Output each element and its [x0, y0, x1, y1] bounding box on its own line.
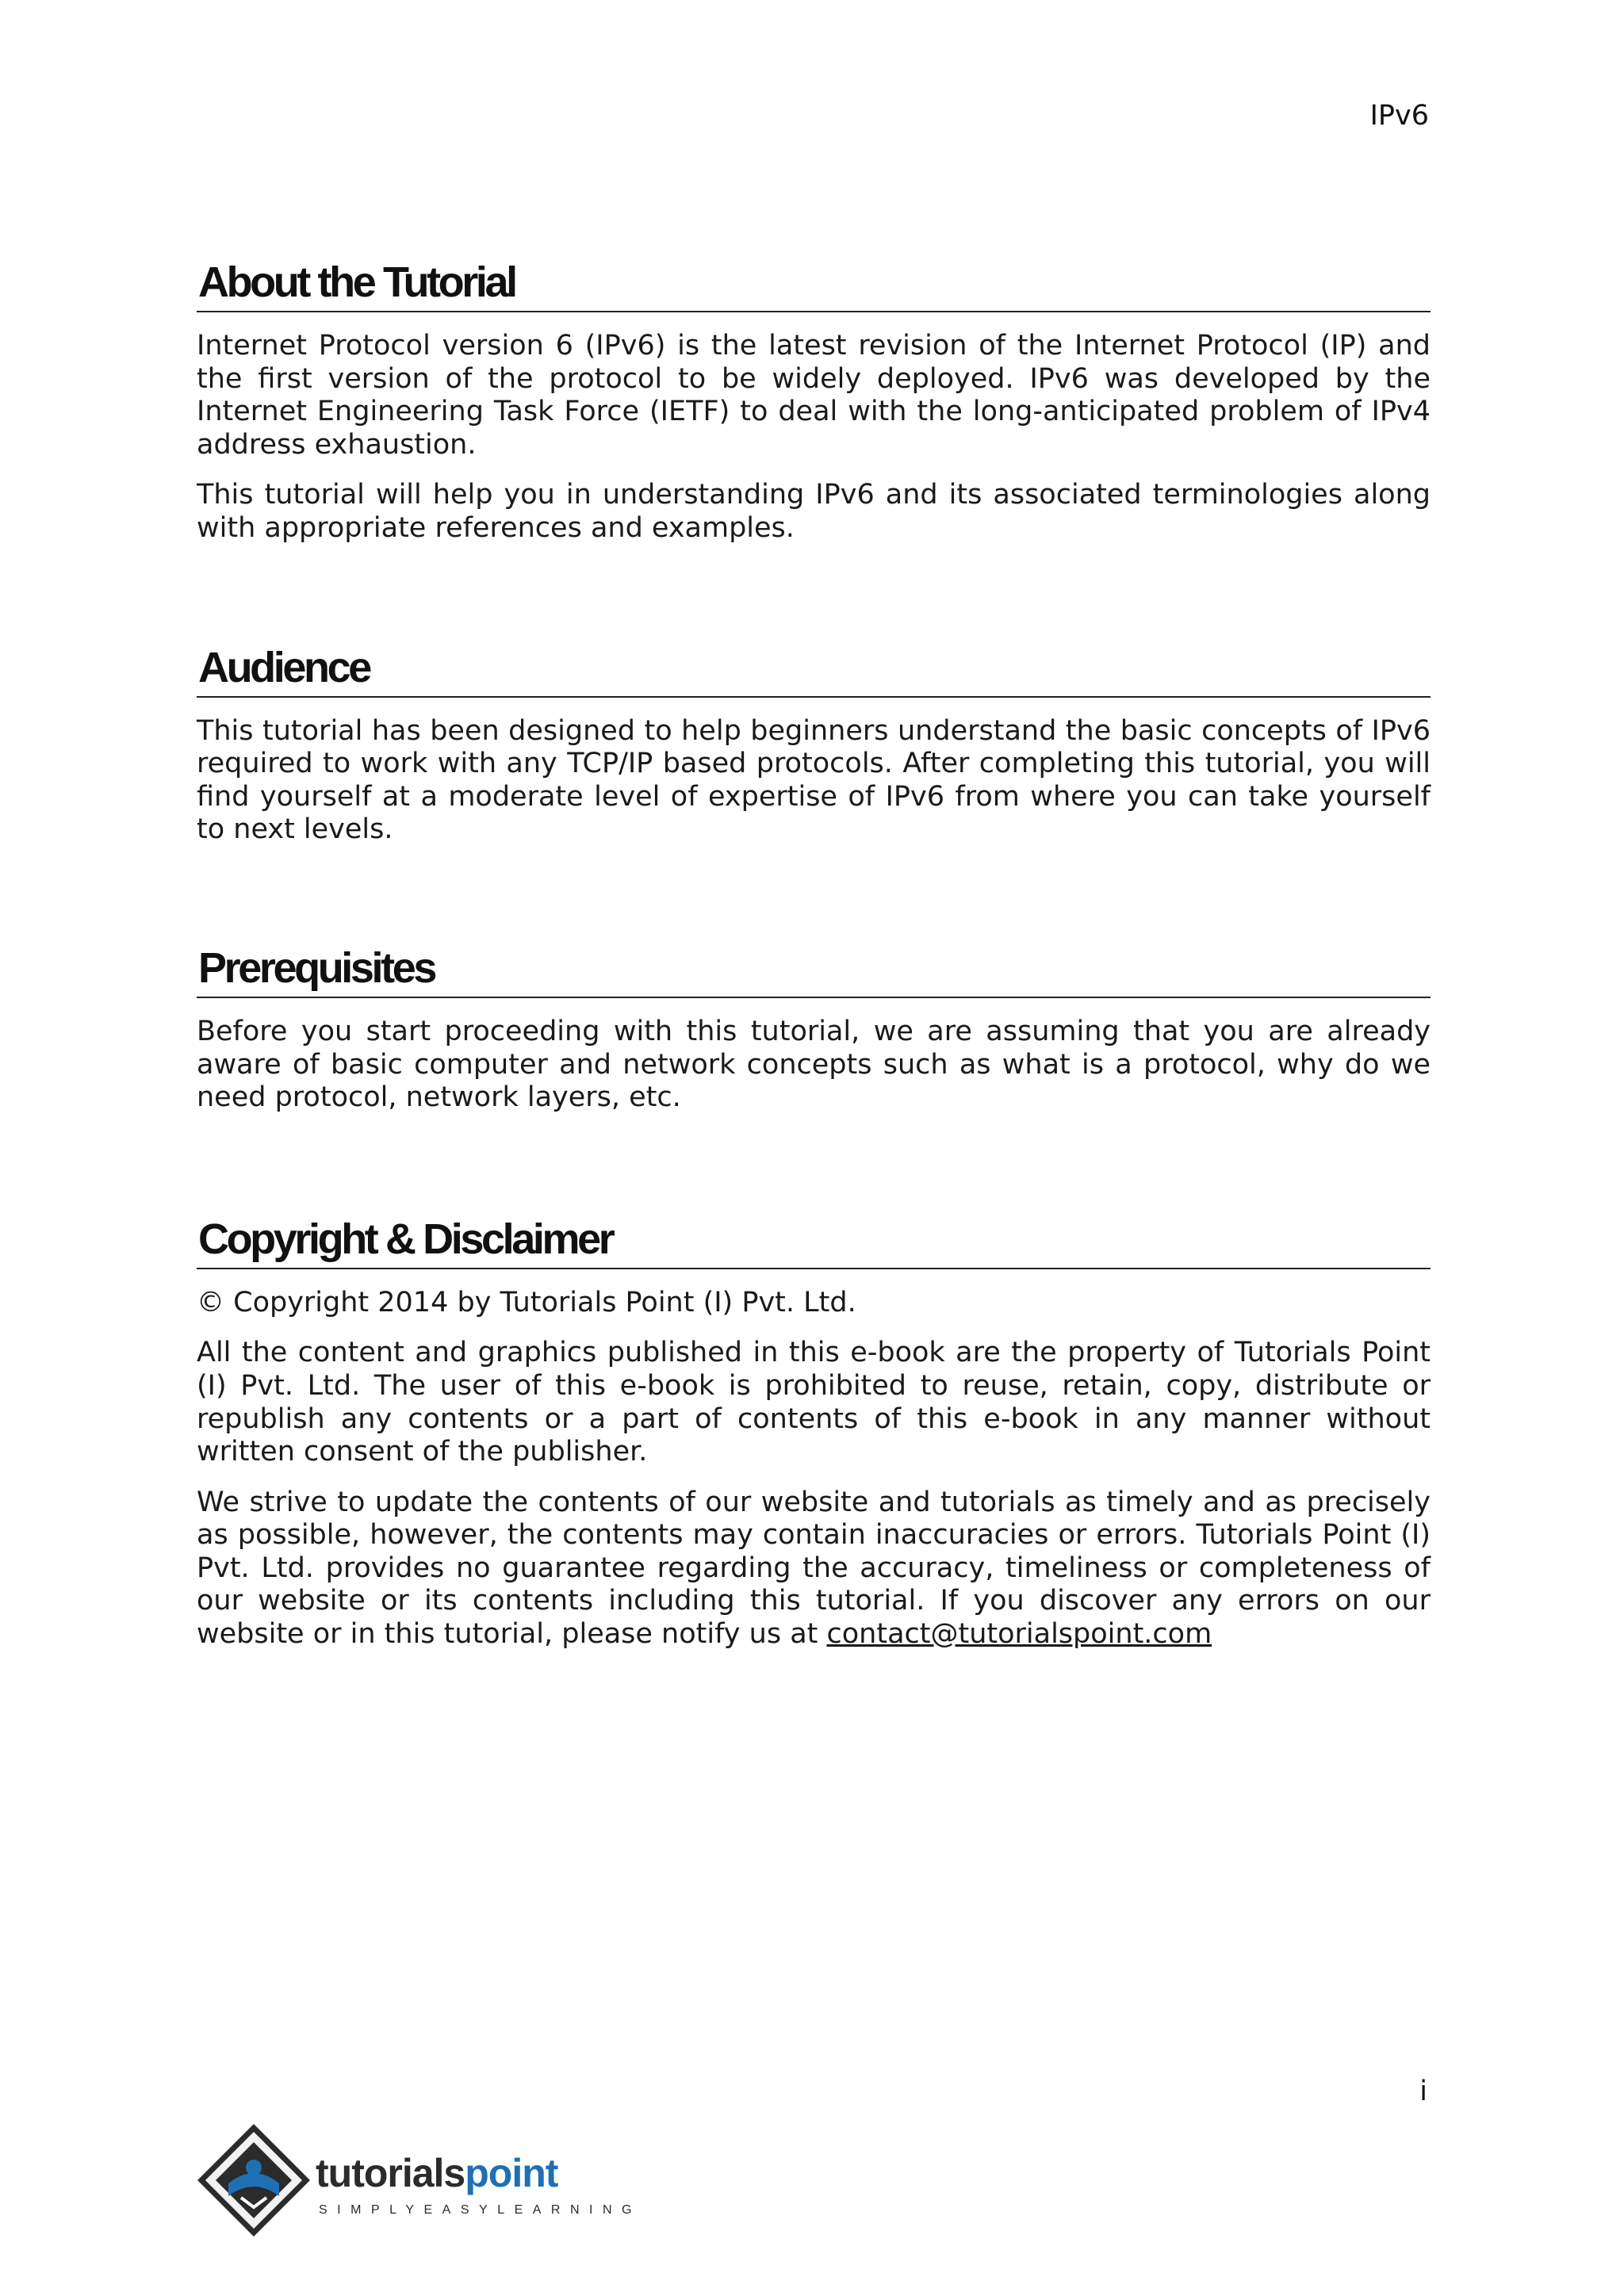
- section-title-prerequisites: Prerequisites: [197, 941, 1431, 998]
- section-title-audience: Audience: [197, 641, 1431, 698]
- section-title-copyright: Copyright & Disclaimer: [197, 1212, 1431, 1269]
- copyright-paragraph-1: All the content and graphics published in this e-book are the property of Tutorials Point (I) Pvt. Ltd. The user of this e-book is prohibited to reuse, retain, copy, distribute or republish any contents or a part of contents of this e-book in any manner without written consent of the publisher.: [197, 1337, 1431, 1468]
- logo-wordmark-part1: tutorials: [316, 2151, 465, 2195]
- copyright-paragraph-2-text: We strive to update the contents of our website and tutorials as timely and as precisely as possible, however, the contents may contain inaccuracies or errors. Tutorials Point (I) Pvt. Ltd. provides no guarantee regarding the accuracy, timeliness or completeness of our website or its contents including this tutorial. If you discover any errors on our website or in this tutorial, please notify us at: [197, 1486, 1431, 1651]
- tutorialspoint-logo: [197, 2125, 642, 2236]
- section-prerequisites: [197, 941, 1431, 1115]
- logo-tagline: SIMPLYEASYLEARNING: [319, 2203, 642, 2217]
- section-title-about: About the Tutorial: [197, 255, 1431, 312]
- copyright-paragraph-2: [197, 1487, 1431, 1651]
- about-paragraph-2: This tutorial will help you in understanding IPv6 and its associated terminologies along with appropriate references and examples.: [197, 479, 1431, 544]
- logo-emblem-icon: [201, 2128, 306, 2233]
- page-number: i: [1419, 2076, 1427, 2107]
- section-copyright: [197, 1212, 1431, 1651]
- page-content: [197, 255, 1431, 1651]
- section-about: [197, 255, 1431, 545]
- logo-wordmark: [316, 2151, 559, 2195]
- section-audience: [197, 641, 1431, 847]
- running-header-title: IPv6: [1369, 100, 1429, 132]
- logo-wordmark-part2: point: [465, 2151, 558, 2195]
- audience-paragraph-1: This tutorial has been designed to help beginners understand the basic concepts of IPv6 required to work with any TCP/IP based protocols. After completing this tutorial, you will find yourself at a moderate level of expertise of IPv6 from where you can take yourself to next levels.: [197, 714, 1431, 846]
- about-paragraph-1: Internet Protocol version 6 (IPv6) is the latest revision of the Internet Protocol (IP) and the first version of the protocol to be widely deployed. IPv6 was developed by the Internet Engineering Task Force (IETF) to deal with the long-anticipated problem of IPv4 address exhaustion.: [197, 330, 1431, 461]
- copyright-notice: © Copyright 2014 by Tutorials Point (I) Pvt. Ltd.: [197, 1286, 856, 1318]
- contact-email-link[interactable]: contact@tutorialspoint.com: [826, 1618, 1212, 1651]
- prerequisites-paragraph-1: Before you start proceeding with this tutorial, we are assuming that you are already aware of basic computer and network concepts such as what is a protocol, why do we need protocol, network layers, etc.: [197, 1015, 1431, 1114]
